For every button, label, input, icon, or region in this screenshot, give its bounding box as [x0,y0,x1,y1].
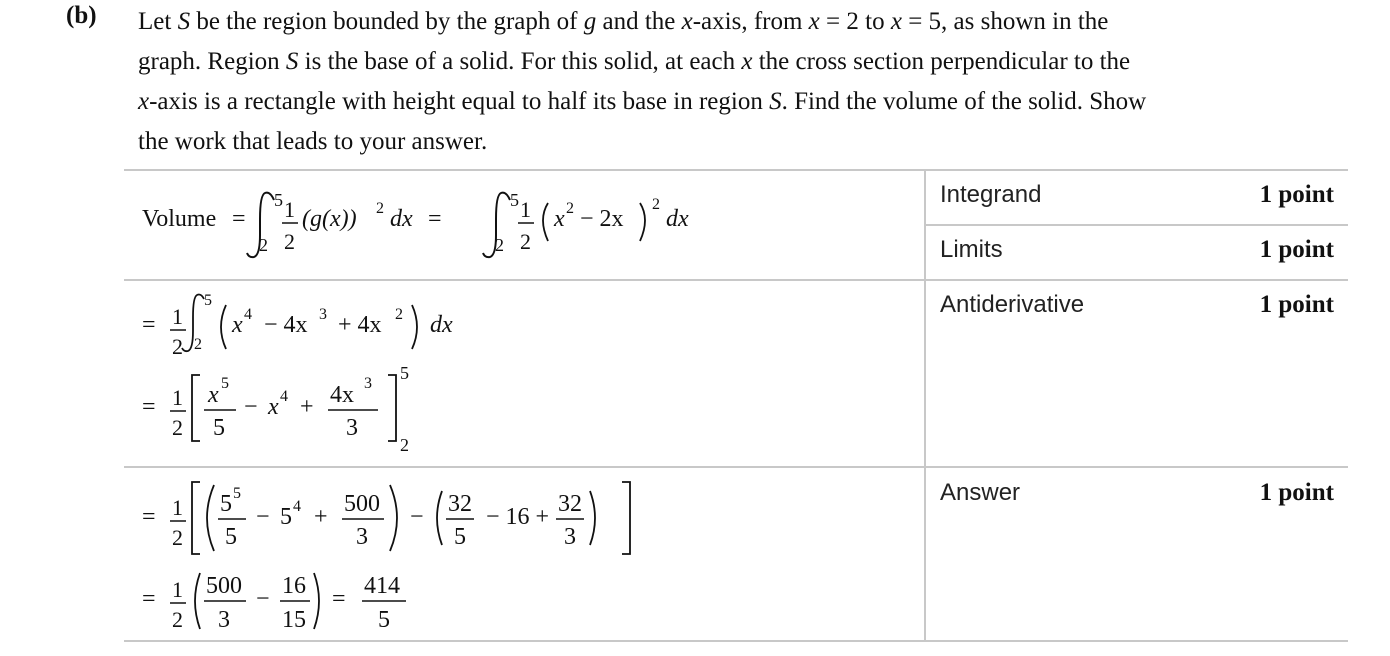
svg-text:4: 4 [280,388,288,405]
criterion-answer: Answer [940,479,1021,506]
svg-text:5: 5 [400,363,409,383]
svg-text:1: 1 [172,495,183,520]
svg-text:=: = [142,586,156,612]
svg-text:2: 2 [495,235,504,255]
svg-text:3: 3 [564,524,576,550]
svg-text:1: 1 [172,577,183,602]
prompt-text: . Find the volume of the solid. Show [781,88,1147,115]
svg-text:2: 2 [259,235,268,255]
points-integrand: 1 point [1259,181,1334,208]
svg-text:2: 2 [400,435,409,455]
svg-text:dx: dx [430,312,453,338]
antiderivative-step [142,363,409,455]
math-variable: x [138,88,150,115]
svg-text:2: 2 [172,525,183,550]
math-variable: x [681,8,693,35]
svg-text:4: 4 [293,498,301,515]
svg-text:− 2x: − 2x [580,206,624,232]
svg-text:2: 2 [520,229,531,254]
svg-text:x: x [208,382,219,408]
svg-text:1: 1 [172,304,183,329]
prompt-text: = 5, as shown in the [901,8,1109,35]
prompt-text: -axis is a rectangle with height equal to half its base in region [149,88,770,115]
part-label: (b) [66,2,97,29]
svg-text:Volume: Volume [142,206,217,232]
svg-text:−: − [256,504,270,530]
svg-text:x: x [232,312,243,338]
points-limits: 1 point [1259,236,1334,263]
column-divider [924,169,926,642]
svg-text:1: 1 [520,197,531,222]
prompt-text: and the [596,8,682,35]
prompt-text: be the region bounded by the graph of [190,8,584,35]
svg-text:5: 5 [274,190,283,210]
evaluate-bounds-step [142,482,630,554]
svg-text:2: 2 [172,607,183,632]
svg-text:2: 2 [376,200,384,217]
svg-text:15: 15 [282,607,306,633]
prompt-line-3 [138,82,1348,122]
points-answer: 1 point [1259,479,1334,506]
criterion-antiderivative: Antiderivative [940,291,1085,318]
svg-text:+: + [300,394,314,420]
prompt-text: graph. Region [138,48,286,75]
prompt-line-4 [138,122,1348,162]
svg-text:32: 32 [448,491,472,517]
svg-text:− 4x: − 4x [264,312,308,338]
svg-text:5: 5 [233,485,241,502]
prompt-line-2 [138,42,1348,82]
svg-text:2: 2 [395,306,403,323]
svg-text:=: = [332,586,346,612]
svg-text:500: 500 [344,491,380,517]
prompt-text: Let [138,8,178,35]
svg-text:500: 500 [206,573,242,599]
svg-text:5: 5 [510,190,519,210]
prompt-text: the cross section perpendicular to the [752,48,1131,75]
points-antiderivative: 1 point [1259,291,1334,318]
svg-text:(g(x)): (g(x)) [302,206,357,232]
svg-text:2: 2 [284,229,295,254]
svg-text:3: 3 [218,607,230,633]
final-answer-step [142,573,406,633]
svg-text:32: 32 [558,491,582,517]
svg-text:2: 2 [194,336,202,353]
svg-text:5: 5 [220,491,232,517]
math-variable: S [285,48,299,75]
svg-text:2: 2 [172,334,183,359]
svg-text:3: 3 [364,375,372,392]
svg-text:16: 16 [282,573,306,599]
svg-text:5: 5 [378,607,390,633]
prompt-line-1 [138,2,1348,42]
math-variable: g [583,8,597,35]
volume-setup-equation [142,190,689,257]
svg-text:1: 1 [172,385,183,410]
svg-text:2: 2 [566,200,574,217]
svg-text:=: = [142,504,156,530]
scoring-rubric-table [124,169,1348,642]
svg-text:−: − [244,394,258,420]
prompt-text: the work that leads to your answer. [138,128,488,155]
math-variable: x [808,8,820,35]
svg-text:+: + [314,504,328,530]
svg-text:− 16 +: − 16 + [486,504,550,530]
svg-text:414: 414 [364,573,400,599]
math-variable: x [890,8,902,35]
svg-text:+ 4x: + 4x [338,312,382,338]
row-divider [925,224,1348,226]
svg-text:−: − [256,586,270,612]
svg-text:x: x [554,206,565,232]
expanded-integral-step [142,292,453,359]
prompt-text: -axis, from [692,8,809,35]
svg-text:5: 5 [204,292,212,309]
prompt-text: is the base of a solid. For this solid, at each [298,48,742,75]
svg-text:=: = [232,206,246,232]
svg-text:5: 5 [213,415,225,441]
solution-work [124,169,924,642]
math-variable: x [741,48,753,75]
svg-text:3: 3 [356,524,368,550]
svg-text:5: 5 [225,524,237,550]
math-variable: S [177,8,191,35]
svg-text:5: 5 [280,504,292,530]
svg-text:x: x [268,394,279,420]
svg-text:=: = [428,206,442,232]
svg-text:4x: 4x [330,382,354,408]
svg-text:5: 5 [221,375,229,392]
math-variable: S [769,88,782,115]
svg-text:5: 5 [454,524,466,550]
svg-text:−: − [410,504,424,530]
svg-text:dx: dx [666,206,689,232]
criterion-limits: Limits [940,236,1003,263]
svg-text:1: 1 [284,197,295,222]
svg-text:3: 3 [346,415,358,441]
criterion-integrand: Integrand [940,181,1042,208]
svg-text:=: = [142,394,156,420]
svg-text:3: 3 [319,306,327,323]
svg-text:2: 2 [172,415,183,440]
question-prompt [138,2,1348,162]
svg-text:=: = [142,312,156,338]
prompt-text: = 2 to [819,8,891,35]
svg-text:dx: dx [390,206,413,232]
svg-text:2: 2 [652,196,660,213]
svg-text:4: 4 [244,306,252,323]
